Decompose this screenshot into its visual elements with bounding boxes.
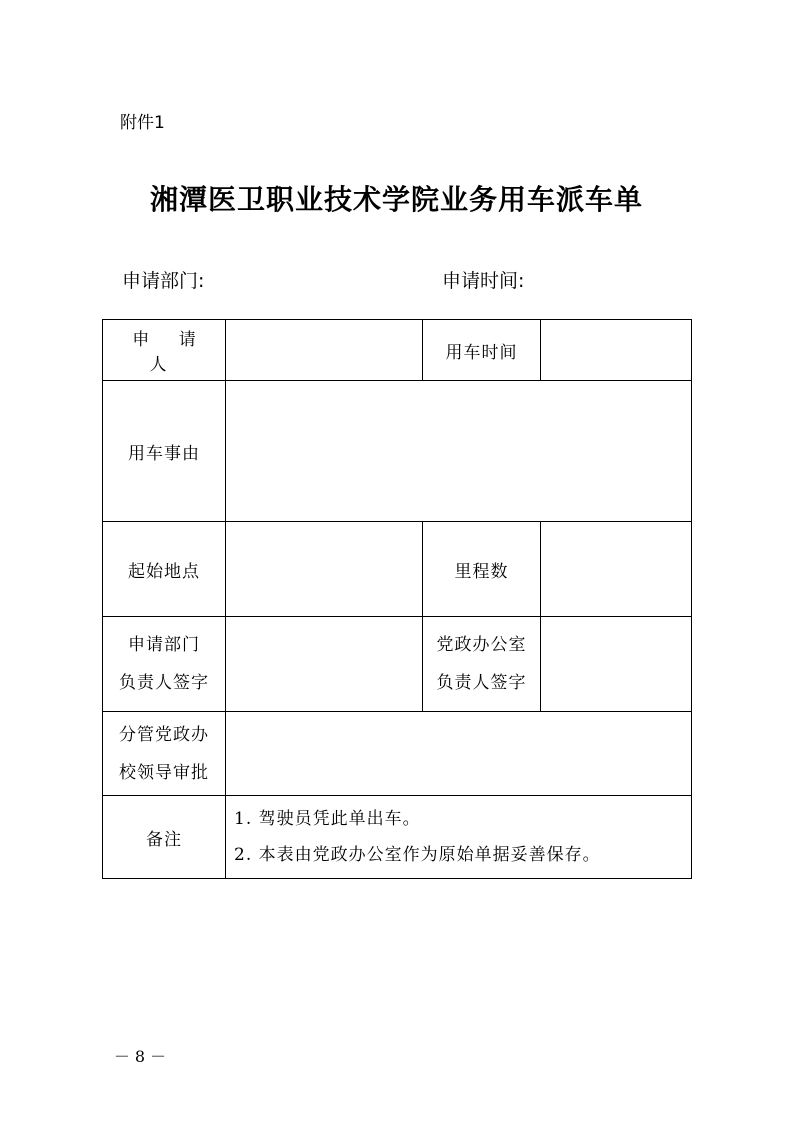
table-row <box>103 796 692 879</box>
remarks-notes <box>226 796 692 879</box>
office-sign-field[interactable] <box>541 617 692 712</box>
office-sign-label: 党政办公室 负责人签字 <box>423 617 541 712</box>
note-item: 1. 驾驶员凭此单出车。 <box>234 809 421 829</box>
leader-approval-label: 分管党政办 校领导审批 <box>103 712 226 796</box>
vehicle-dispatch-form <box>102 319 692 879</box>
remarks-label: 备注 <box>103 796 226 879</box>
note-item: 2. 本表由党政办公室作为原始单据妥善保存。 <box>234 845 601 865</box>
table-row <box>103 320 692 381</box>
table-row <box>103 522 692 617</box>
start-place-label: 起始地点 <box>103 522 226 617</box>
use-time-field[interactable] <box>541 320 692 381</box>
applicant-field[interactable] <box>226 320 423 381</box>
mileage-field[interactable] <box>541 522 692 617</box>
department-label: 申请部门: <box>122 270 205 292</box>
leader-approval-field[interactable] <box>226 712 692 796</box>
purpose-field[interactable] <box>226 381 692 522</box>
dept-sign-field[interactable] <box>226 617 423 712</box>
applicant-label: 申 请 人 <box>103 320 226 381</box>
application-time-label: 申请时间: <box>442 270 525 292</box>
page-title: 湘潭医卫职业技术学院业务用车派车单 <box>149 183 643 216</box>
attachment-label: 附件1 <box>120 113 165 133</box>
dept-sign-label: 申请部门 负责人签字 <box>103 617 226 712</box>
purpose-label: 用车事由 <box>103 381 226 522</box>
table-row <box>103 381 692 522</box>
table-row <box>103 617 692 712</box>
use-time-label: 用车时间 <box>423 320 541 381</box>
start-place-field[interactable] <box>226 522 423 617</box>
table-row <box>103 712 692 796</box>
page-number: － 8 － <box>113 1047 167 1066</box>
mileage-label: 里程数 <box>423 522 541 617</box>
